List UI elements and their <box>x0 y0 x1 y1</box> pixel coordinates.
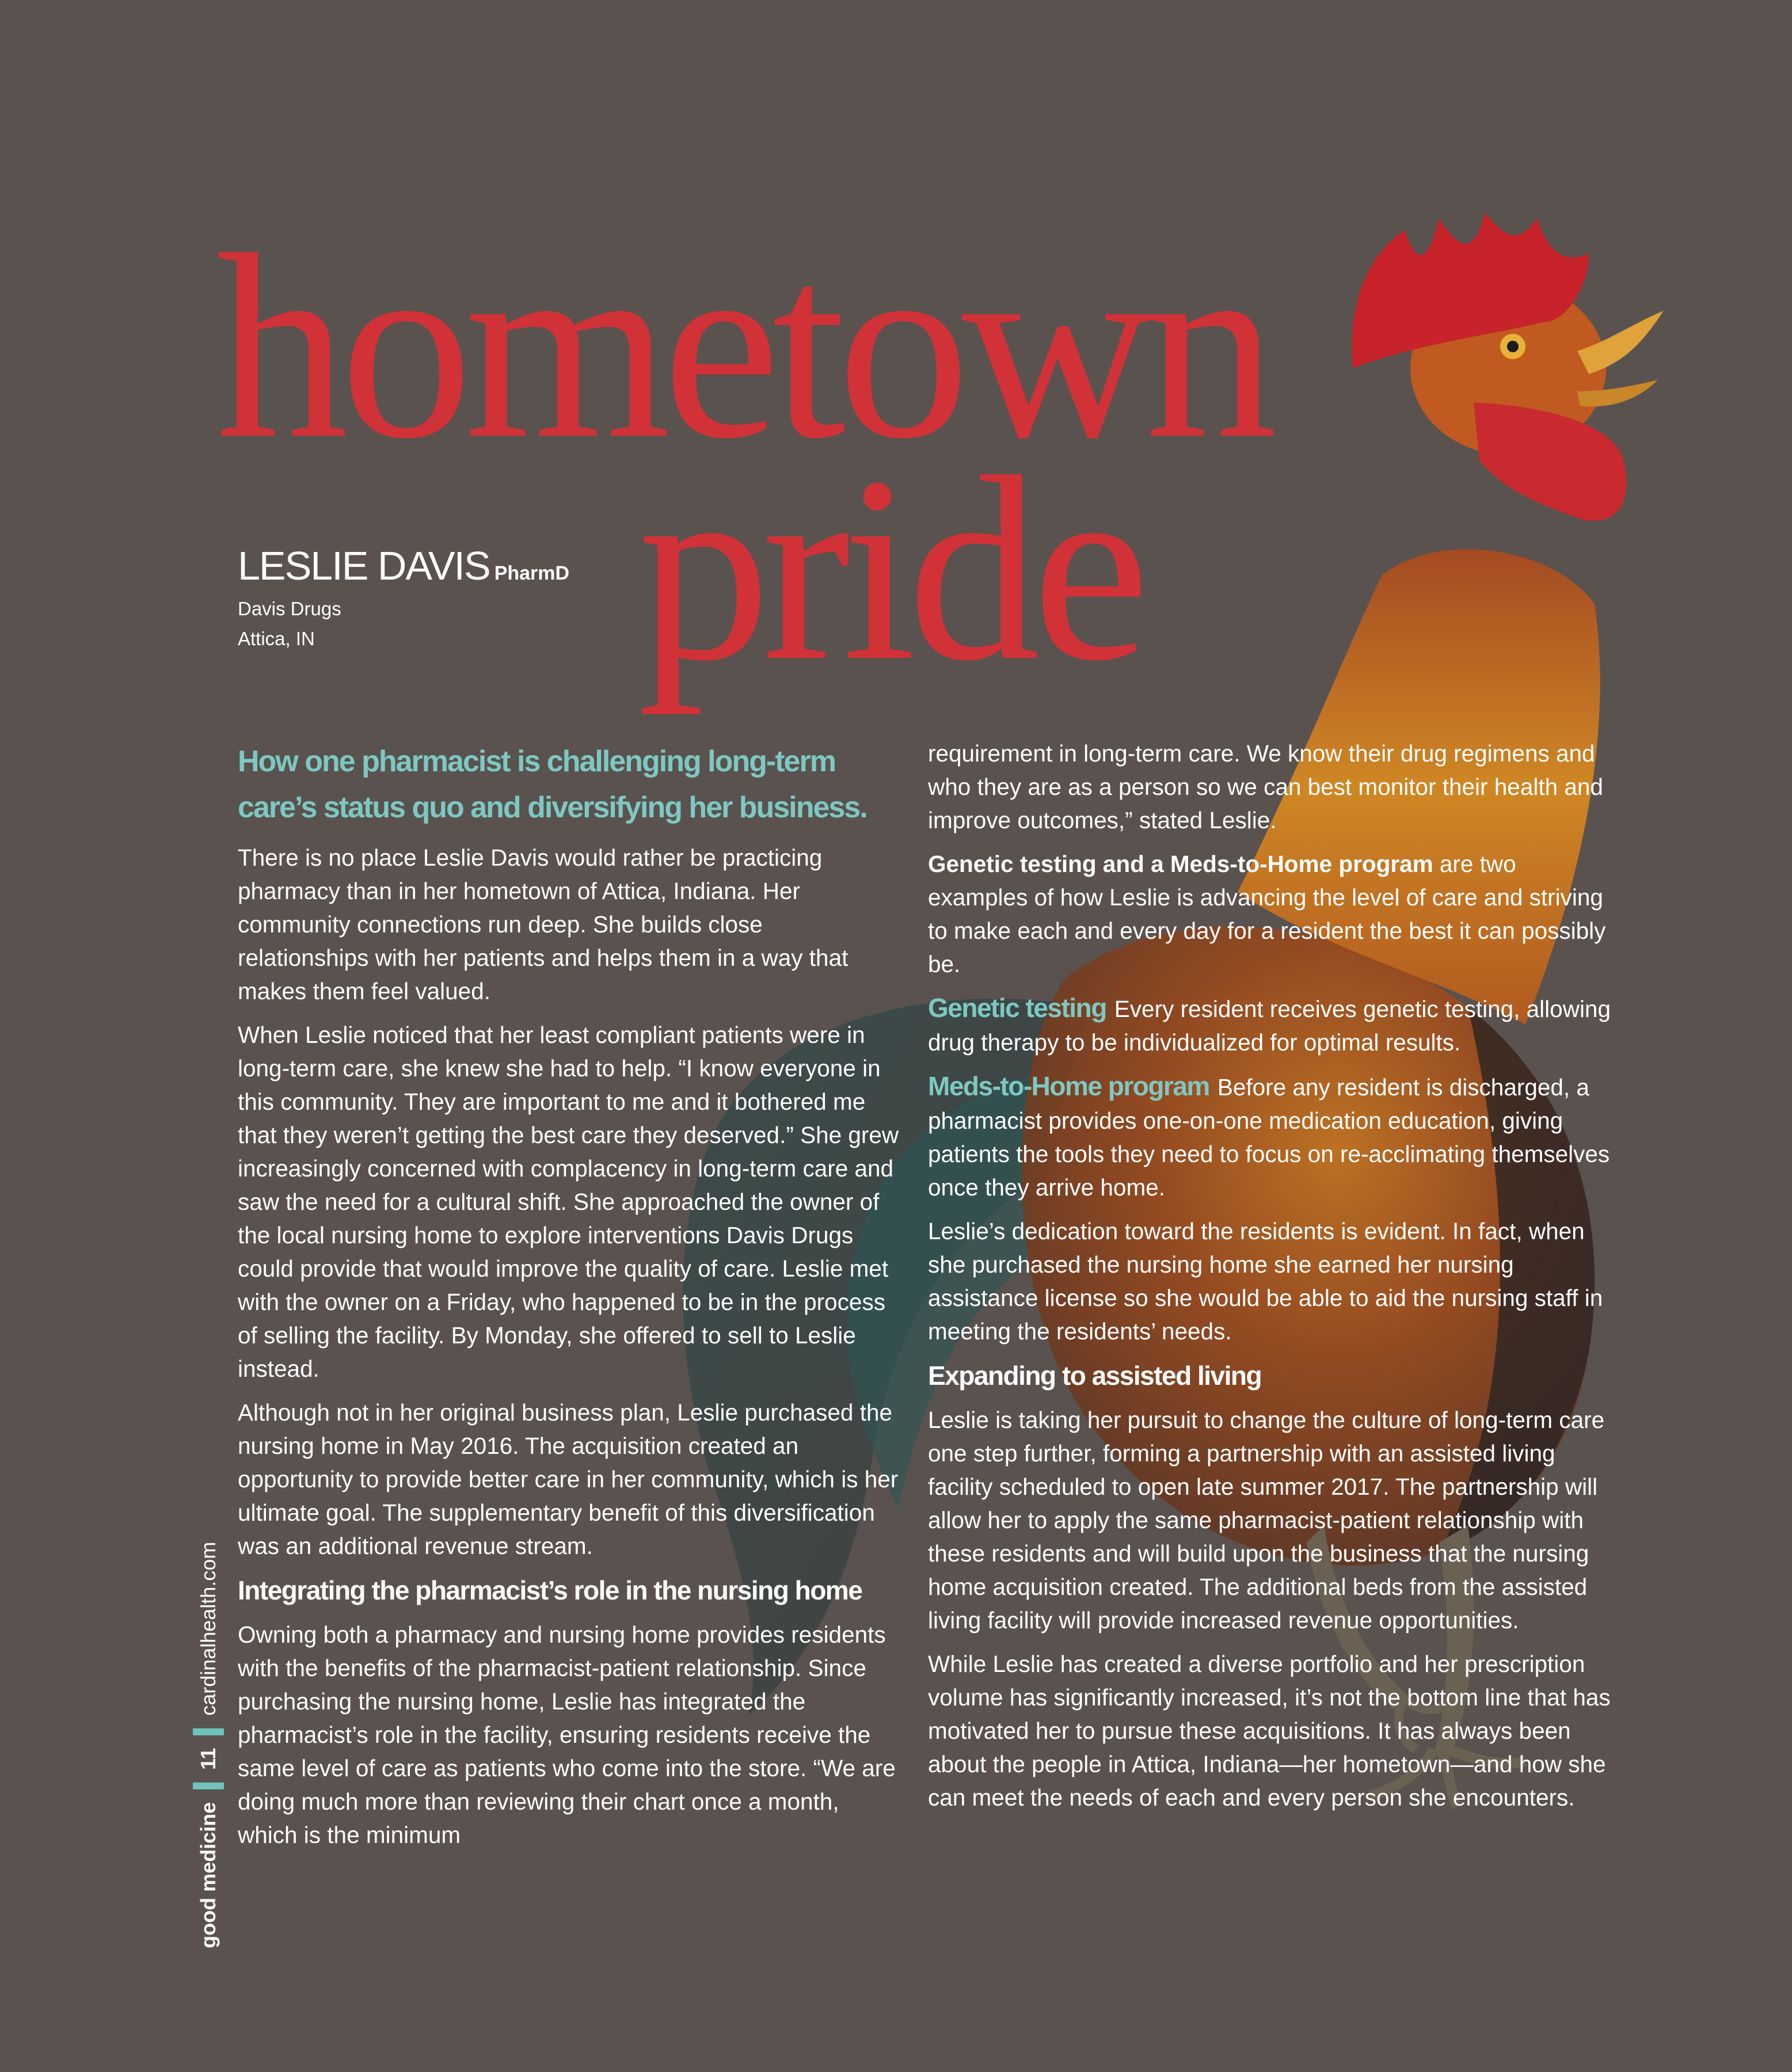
body-paragraph <box>928 847 1619 981</box>
page-folio <box>193 1542 224 1948</box>
author-business: Davis Drugs <box>238 598 341 619</box>
author-name: LESLIE DAVIS <box>238 543 490 588</box>
magazine-name: good medicine <box>196 1801 220 1948</box>
body-paragraph: requirement in long-term care. We know their drug regimens and who they are as a person so we can best monitor their health and improve outcomes,” stated Leslie. <box>928 740 1603 833</box>
paragraph-text: are two examples of how Leslie is advancing the level of care and striving to make each and every day for a resident the best it can possibly be. <box>928 851 1606 977</box>
author-credential: PharmD <box>494 562 570 584</box>
body-paragraph: Leslie is taking her pursuit to change the culture of long-term care one step further, forming a partnership with an assisted living facility scheduled to open late summer 2017. The partnership will allow her to apply the same pharmacist-patient relationship with these residents and will build upon the business that the nursing home acquisition created. The additional beds from the assisted living facility will provide increased revenue opportunities. <box>928 1407 1605 1633</box>
article-column-left <box>238 738 900 1862</box>
paragraph-text: Before any resident is discharged, a pharmacist provides one-on-one medication education, giving patients the tools they need to focus on re-acclimating themselves once they arrive home. <box>928 1074 1610 1201</box>
author-name-row <box>238 543 570 588</box>
teal-lead-in: Genetic testing <box>928 993 1106 1023</box>
body-paragraph <box>928 991 1619 1059</box>
website-link[interactable]: cardinalhealth.com <box>196 1541 220 1716</box>
section-heading: Expanding to assisted living <box>928 1361 1262 1391</box>
body-paragraph: While Leslie has created a diverse portfolio and her prescription volume has significantly increased, it’s not the bottom line that has motivated her to pursue these acquisitions. It has always been about the people in Attica, Indiana—her hometown—and how she can meet the needs of each and every person she encounters. <box>928 1651 1611 1811</box>
title-line-1: hometown <box>216 200 1269 493</box>
author-byline <box>238 543 570 654</box>
article-dek: How one pharmacist is challenging long-term care’s status quo and diversifying her business. <box>238 745 867 824</box>
body-paragraph: Leslie’s dedication toward the residents is evident. In fact, when she purchased the nursing home she earned her nursing assistance license so she would be able to aid the nursing staff in meeting the residents’ needs. <box>928 1218 1603 1344</box>
body-paragraph: Owning both a pharmacy and nursing home provides residents with the benefits of the pharmacist-patient relationship. Since purchasing the nursing home, Leslie has integrated the pharmacist’s role in the facility, ensuring residents receive the same level of care as patients who come into the store. “We are doing much more than reviewing their chart once a month, which is the minimum <box>238 1621 896 1848</box>
body-paragraph: There is no place Leslie Davis would rather be practicing pharmacy than in her hometown of Attica, Indiana. Her community connections run deep. She builds close relationships with her patients and helps them in a way that makes them feel valued. <box>238 844 849 1004</box>
body-paragraph: Although not in her original business plan, Leslie purchased the nursing home in May 2016. The acquisition created an opportunity to provide better care in her community, which is her ultimate goal. The supplementary benefit of this diversification was an additional revenue stream. <box>238 1399 899 1559</box>
body-paragraph: When Leslie noticed that her least compliant patients were in long-term care, she knew she had to help. “I know everyone in this community. They are important to me and it bothered me that they weren’t getting the best care they deserved.” She grew increasingly concerned with complacency in long-term care and saw the need for a cultural shift. She approached the owner of the local nursing home to explore interventions Davis Drugs could provide that would improve the quality of care. Leslie met with the owner on a Friday, who happened to be in the process of selling the facility. By Monday, she offered to sell to Leslie instead. <box>238 1022 899 1382</box>
author-location: Attica, IN <box>238 628 315 649</box>
teal-lead-in: Meds-to-Home program <box>928 1071 1209 1101</box>
paragraph-text: Every resident receives genetic testing, allowing drug therapy to be individualized for optimal results. <box>928 996 1611 1056</box>
title-line-2: pride <box>638 422 1142 715</box>
section-heading: Integrating the pharmacist’s role in the nursing home <box>238 1575 862 1605</box>
bold-lead-in: Genetic testing and a Meds-to-Home program <box>928 851 1433 877</box>
folio-divider <box>193 1728 224 1735</box>
folio-divider <box>193 1782 224 1789</box>
page-number: 11 <box>196 1747 220 1770</box>
article-column-right <box>928 737 1619 1825</box>
body-paragraph <box>928 1069 1619 1204</box>
